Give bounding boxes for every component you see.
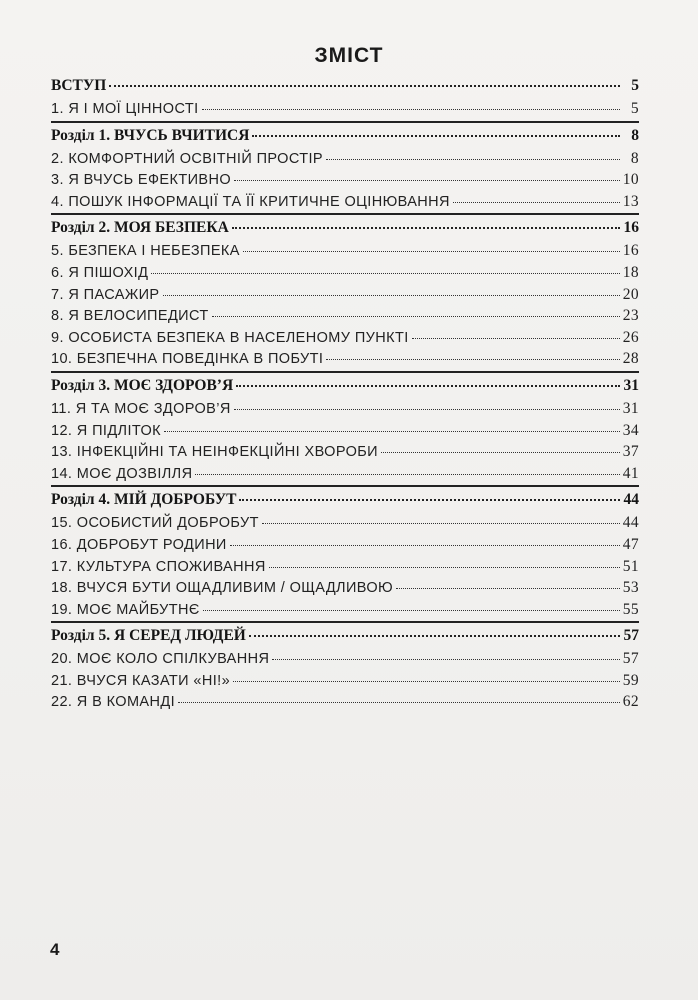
toc-entry-label: 21. ВЧУСЯ КАЗАТИ «НІ!» <box>51 672 231 689</box>
toc-entry-page: 53 <box>622 579 639 597</box>
toc-topic-row <box>51 648 639 670</box>
dot-leader <box>396 587 620 589</box>
toc-entry-page: 18 <box>622 263 639 281</box>
toc-topic-row <box>51 284 639 306</box>
toc-topic-row <box>51 420 639 442</box>
toc-entry-label: 1. Я І МОЇ ЦІННОСТІ <box>51 101 199 117</box>
toc-entry-label: Розділ 2. МОЯ БЕЗПЕКА <box>51 219 229 237</box>
dot-leader <box>178 701 620 703</box>
toc-entry-label: 3. Я ВЧУСЬ ЕФЕКТИВНО <box>51 172 232 189</box>
page-number: 4 <box>50 940 60 959</box>
toc-topic-row <box>51 148 639 170</box>
toc-section-row <box>51 213 639 240</box>
toc-entry-label: 13. ІНФЕКЦІЙНІ ТА НЕІНФЕКЦІЙНІ ХВОРОБИ <box>51 444 379 461</box>
dot-leader <box>163 294 620 296</box>
dot-leader <box>109 84 620 87</box>
toc-section-row <box>51 621 639 648</box>
toc-entry-page: 8 <box>630 149 639 167</box>
toc-entry-page: 62 <box>622 693 639 711</box>
dot-leader <box>243 250 620 252</box>
toc-entry-page: 34 <box>622 421 639 439</box>
toc-entry-label: 18. ВЧУСЯ БУТИ ОЩАДЛИВИМ / ОЩАДЛИВОЮ <box>51 580 394 597</box>
dot-leader <box>233 680 620 682</box>
dot-leader <box>202 108 620 110</box>
toc-entry-label: Розділ 4. МІЙ ДОБРОБУТ <box>51 491 237 509</box>
toc-entry-page: 16 <box>623 219 639 237</box>
toc-entry-page: 28 <box>622 350 639 368</box>
dot-leader <box>195 473 619 475</box>
toc-entry-page: 23 <box>622 307 639 325</box>
dot-leader <box>269 566 620 568</box>
toc-entry-page: 41 <box>622 464 639 482</box>
dot-leader <box>212 315 620 317</box>
toc-entry-label: 4. ПОШУК ІНФОРМАЦІЇ ТА ЇЇ КРИТИЧНЕ ОЦІНЮВАННЯ <box>51 193 450 210</box>
toc-topic-row <box>51 512 639 534</box>
toc-topic-row <box>51 348 639 370</box>
toc-section-row <box>51 121 639 148</box>
toc-entry-page: 51 <box>622 557 639 575</box>
toc-entry-label: 14. МОЄ ДОЗВІЛЛЯ <box>51 465 193 482</box>
dot-leader <box>203 609 620 611</box>
toc-entry-label: 8. Я ВЕЛОСИПЕДИСТ <box>51 308 209 325</box>
table-of-contents <box>51 72 639 713</box>
toc-topic-row <box>51 327 639 349</box>
toc-entry-page: 55 <box>622 600 639 618</box>
dot-leader <box>412 337 620 339</box>
toc-entry-label: 11. Я ТА МОЄ ЗДОРОВ’Я <box>51 400 231 417</box>
toc-entry-page: 44 <box>623 491 639 509</box>
dot-leader <box>234 179 620 181</box>
toc-entry-label: 7. Я ПАСАЖИР <box>51 286 160 303</box>
toc-topic-row <box>51 691 639 713</box>
toc-section-row <box>51 485 639 512</box>
toc-entry-label: 5. БЕЗПЕКА І НЕБЕЗПЕКА <box>51 243 240 260</box>
toc-topic-row <box>51 534 639 556</box>
toc-entry-page: 37 <box>622 443 639 461</box>
toc-section-row <box>51 73 639 98</box>
toc-entry-page: 47 <box>622 535 639 553</box>
dot-leader <box>236 384 620 387</box>
dot-leader <box>151 272 619 274</box>
toc-entry-page: 8 <box>631 126 639 144</box>
toc-entry-label: 17. КУЛЬТУРА СПОЖИВАННЯ <box>51 558 266 575</box>
toc-topic-row <box>51 463 639 485</box>
toc-entry-page: 5 <box>631 77 639 94</box>
dot-leader <box>164 430 620 432</box>
dot-leader <box>249 634 620 637</box>
toc-section-row <box>51 371 639 398</box>
toc-entry-page: 31 <box>622 399 639 417</box>
toc-topic-row <box>51 599 639 621</box>
toc-topic-row <box>51 398 639 420</box>
toc-entry-label: 2. КОМФОРТНИЙ ОСВІТНІЙ ПРОСТІР <box>51 150 323 167</box>
toc-entry-label: Розділ 3. МОЄ ЗДОРОВ’Я <box>51 376 234 394</box>
toc-topic-row <box>51 305 639 327</box>
toc-entry-page: 44 <box>622 514 639 532</box>
dot-leader <box>326 158 620 160</box>
dot-leader <box>239 498 620 501</box>
toc-entry-label: 12. Я ПІДЛІТОК <box>51 422 162 439</box>
toc-entry-label: 10. БЕЗПЕЧНА ПОВЕДІНКА В ПОБУТІ <box>51 351 324 368</box>
dot-leader <box>232 226 620 229</box>
toc-entry-label: Розділ 1. ВЧУСЬ ВЧИТИСЯ <box>51 126 250 144</box>
toc-entry-page: 31 <box>623 376 639 394</box>
toc-entry-label: 16. ДОБРОБУТ РОДИНИ <box>51 536 227 553</box>
toc-topic-row <box>51 577 639 599</box>
toc-topic-row <box>51 191 639 213</box>
toc-entry-page: 5 <box>630 100 639 117</box>
toc-entry-label: 19. МОЄ МАЙБУТНЄ <box>51 601 200 618</box>
dot-leader <box>381 451 620 453</box>
toc-entry-label: 22. Я В КОМАНДІ <box>51 694 176 711</box>
toc-topic-row <box>51 262 639 284</box>
toc-entry-label: Розділ 5. Я СЕРЕД ЛЮДЕЙ <box>51 627 246 645</box>
toc-topic-row <box>51 169 639 191</box>
toc-entry-page: 10 <box>622 171 639 189</box>
dot-leader <box>252 134 620 137</box>
toc-entry-page: 13 <box>622 192 639 210</box>
dot-leader <box>326 358 619 360</box>
dot-leader <box>234 408 620 410</box>
toc-entry-page: 59 <box>622 671 639 689</box>
toc-entry-label: 6. Я ПІШОХІД <box>51 264 149 281</box>
toc-entry-page: 16 <box>622 242 639 260</box>
dot-leader <box>453 201 620 203</box>
toc-topic-row <box>51 670 639 692</box>
toc-entry-label: 20. МОЄ КОЛО СПІЛКУВАННЯ <box>51 651 270 668</box>
toc-entry-page: 26 <box>622 328 639 346</box>
toc-entry-label: 9. ОСОБИСТА БЕЗПЕКА В НАСЕЛЕНОМУ ПУНКТІ <box>51 329 409 346</box>
dot-leader <box>262 522 620 524</box>
toc-topic-row <box>51 98 639 120</box>
toc-entry-page: 20 <box>622 285 639 303</box>
dot-leader <box>272 658 619 660</box>
dot-leader <box>230 544 620 546</box>
toc-entry-page: 57 <box>622 650 639 668</box>
page-title: ЗМІСТ <box>314 44 384 67</box>
toc-entry-page: 57 <box>623 627 639 645</box>
toc-topic-row <box>51 441 639 463</box>
toc-topic-row <box>51 556 639 578</box>
toc-entry-label: 15. ОСОБИСТИЙ ДОБРОБУТ <box>51 515 259 532</box>
toc-topic-row <box>51 240 639 262</box>
toc-entry-label: ВСТУП <box>51 77 107 94</box>
